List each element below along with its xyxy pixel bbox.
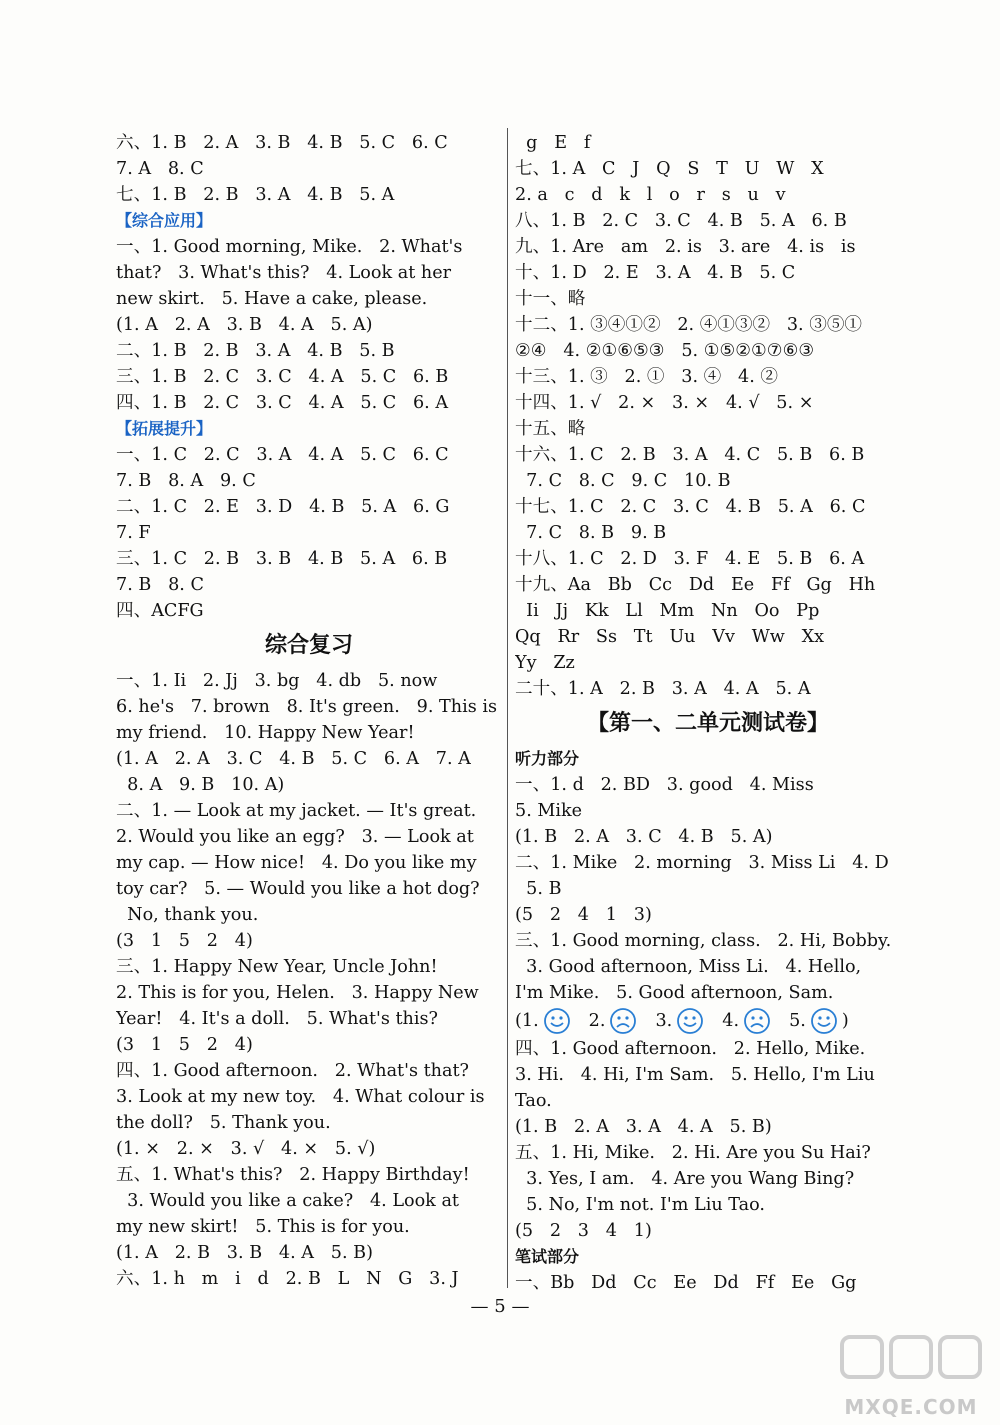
answer-line: 十一、略 [515, 289, 586, 309]
answer-line: ②④ 4. ②①⑥⑤③ 5. ①⑤②①⑦⑥③ [515, 341, 815, 361]
answer-line: my friend. 10. Happy New Year! [116, 723, 415, 743]
section-title-unit-test: 【第一、二单元测试卷】 [586, 711, 829, 736]
answer-line: 十五、略 [515, 419, 586, 439]
column-divider [507, 128, 508, 1288]
answer-line: 5. Mike [515, 801, 583, 821]
answer-line: 五、1. What's this? 2. Happy Birthday! [116, 1165, 470, 1185]
smiley-face-icon [676, 1007, 704, 1035]
answer-line: 九、1. Are am 2. is 3. are 4. is is [515, 237, 856, 257]
answer-line: Qq Rr Ss Tt Uu Vv Ww Xx [515, 627, 825, 647]
answer-line: 四、1. B 2. C 3. C 4. A 5. C 6. A [116, 393, 449, 413]
tag-extension-improvement: 【拓展提升】 [116, 419, 213, 438]
answer-line: I'm Mike. 5. Good afternoon, Sam. [515, 983, 834, 1003]
answer-line: 十七、1. C 2. C 3. C 4. B 5. A 6. C [515, 497, 866, 517]
answer-line: 7. B 8. A 9. C [116, 471, 256, 491]
listening-heading: 听力部分 [515, 749, 580, 768]
answer-line: 三、1. Happy New Year, Uncle John! [116, 957, 438, 977]
watermark-text: MXQE.COM [844, 1395, 978, 1419]
answer-line: 7. A 8. C [116, 159, 204, 179]
answer-line: 2. Would you like an egg? 3. — Look at [116, 827, 474, 847]
answer-line: 十二、1. ③④①② 2. ④①③② 3. ③⑤① [515, 315, 863, 335]
answer-line: 2. This is for you, Helen. 3. Happy New [116, 983, 479, 1003]
answer-line: 四、1. Good afternoon. 2. What's that? [116, 1061, 469, 1081]
faces-answer-row [515, 1006, 901, 1036]
left-column [116, 130, 502, 1292]
answer-line: 十三、1. ③ 2. ① 3. ④ 4. ② [515, 367, 779, 387]
answer-line: 三、1. Good morning, class. 2. Hi, Bobby. [515, 931, 892, 951]
answer-line: 三、1. B 2. C 3. C 4. A 5. C 6. B [116, 367, 449, 387]
answer-line: the doll? 5. Thank you. [116, 1113, 331, 1133]
answer-line: (5 2 3 4 1) [515, 1221, 652, 1241]
answer-line: No, thank you. [116, 905, 259, 925]
answer-line: 3. Good afternoon, Miss Li. 4. Hello, [515, 957, 862, 977]
answer-line: 一、Bb Dd Cc Ee Dd Ff Ee Gg [515, 1273, 857, 1293]
tag-comprehensive-application: 【综合应用】 [116, 211, 213, 230]
answer-line: 3. Hi. 4. Hi, I'm Sam. 5. Hello, I'm Liu [515, 1065, 875, 1085]
face-label: 4. [722, 1011, 740, 1031]
answer-line: 3. Yes, I am. 4. Are you Wang Bing? [515, 1169, 855, 1189]
answer-line: 七、1. B 2. B 3. A 4. B 5. A [116, 185, 395, 205]
sad-face-icon [609, 1007, 637, 1035]
answer-line: Year! 4. It's a doll. 5. What's this? [116, 1009, 438, 1029]
face-label: 2. [588, 1011, 606, 1031]
answer-line: 3. Look at my new toy. 4. What colour is [116, 1087, 485, 1107]
answer-line: 十九、Aa Bb Cc Dd Ee Ff Gg Hh [515, 575, 876, 595]
answer-line: 十六、1. C 2. B 3. A 4. C 5. B 6. B [515, 445, 865, 465]
answer-line: 5. No, I'm not. I'm Liu Tao. [515, 1195, 766, 1215]
answer-line: Tao. [515, 1091, 552, 1111]
answer-line: 八、1. B 2. C 3. C 4. B 5. A 6. B [515, 211, 847, 231]
answer-line: 二、1. — Look at my jacket. — It's great. [116, 801, 477, 821]
answer-line: 7. C 8. B 9. B [515, 523, 667, 543]
answer-line: 六、1. h m i d 2. B L N G 3. J [116, 1269, 459, 1289]
answer-line: that? 3. What's this? 4. Look at her [116, 263, 452, 283]
right-column [515, 130, 901, 1296]
faces-list [522, 1007, 842, 1035]
answer-line: Yy Zz [515, 653, 575, 673]
smiley-face-icon [810, 1007, 838, 1035]
faces-close-paren: ) [841, 1011, 849, 1031]
face-label: 1. [521, 1011, 539, 1031]
answer-line: 四、ACFG [116, 601, 204, 621]
answer-line: 四、1. Good afternoon. 2. Hello, Mike. [515, 1039, 866, 1059]
answer-line: my new skirt! 5. This is for you. [116, 1217, 410, 1237]
answer-line: (3 1 5 2 4) [116, 931, 253, 951]
answer-line: 二、1. C 2. E 3. D 4. B 5. A 6. G [116, 497, 450, 517]
answer-line: 一、1. d 2. BD 3. good 4. Miss [515, 775, 814, 795]
answer-line: toy car? 5. — Would you like a hot dog? [116, 879, 480, 899]
answer-line: 6. he's 7. brown 8. It's green. 9. This is [116, 697, 497, 717]
answer-line: 二十、1. A 2. B 3. A 4. A 5. A [515, 679, 811, 699]
written-heading: 笔试部分 [515, 1247, 580, 1266]
answer-line: 8. A 9. B 10. A) [116, 775, 285, 795]
answer-line: 一、1. Good morning, Mike. 2. What's [116, 237, 463, 257]
answer-line: (3 1 5 2 4) [116, 1035, 253, 1055]
answer-line: (1. B 2. A 3. A 4. A 5. B) [515, 1117, 772, 1137]
answer-line: 2. a c d k l o r s u v [515, 185, 786, 205]
answer-line: 二、1. Mike 2. morning 3. Miss Li 4. D [515, 853, 889, 873]
answer-line: 三、1. C 2. B 3. B 4. B 5. A 6. B [116, 549, 448, 569]
answer-line: (1. A 2. A 3. B 4. A 5. A) [116, 315, 373, 335]
answer-line: g E f [515, 133, 591, 153]
answer-line: 5. B [515, 879, 562, 899]
answer-line: 3. Would you like a cake? 4. Look at [116, 1191, 460, 1211]
answer-line: 一、1. C 2. C 3. A 4. A 5. C 6. C [116, 445, 449, 465]
answer-line: (1. A 2. B 3. B 4. A 5. B) [116, 1243, 373, 1263]
face-label: 5. [789, 1011, 806, 1031]
faces-open-paren: ( [515, 1011, 522, 1031]
smiley-face-icon [543, 1007, 571, 1035]
answer-line: new skirt. 5. Have a cake, please. [116, 289, 428, 309]
answer-line: 7. C 8. C 9. C 10. B [515, 471, 731, 491]
answer-line: 7. F [116, 523, 151, 543]
answer-line: (1. B 2. A 3. C 4. B 5. A) [515, 827, 773, 847]
answer-line: 十四、1. √ 2. × 3. × 4. √ 5. × [515, 393, 814, 413]
page-number: — 5 — [470, 1296, 530, 1317]
answer-line: (1. × 2. × 3. √ 4. × 5. √) [116, 1139, 376, 1159]
answer-line: my cap. — How nice! 4. Do you like my [116, 853, 477, 873]
sad-face-icon [743, 1007, 771, 1035]
answer-line: 七、1. A C J Q S T U W X [515, 159, 824, 179]
answer-line: (5 2 4 1 3) [515, 905, 652, 925]
answer-line: 十、1. D 2. E 3. A 4. B 5. C [515, 263, 796, 283]
watermark [836, 1319, 986, 1419]
section-title-comprehensive-review: 综合复习 [264, 633, 353, 658]
face-label: 3. [655, 1011, 673, 1031]
answer-line: 五、1. Hi, Mike. 2. Hi. Are you Su Hai? [515, 1143, 871, 1163]
watermark-logo-icon [836, 1319, 986, 1399]
answer-line: 一、1. Ii 2. Jj 3. bg 4. db 5. now [116, 671, 438, 691]
answer-line: 二、1. B 2. B 3. A 4. B 5. B [116, 341, 395, 361]
answer-line: (1. A 2. A 3. C 4. B 5. C 6. A 7. A [116, 749, 471, 769]
answer-line: 7. B 8. C [116, 575, 204, 595]
answer-line: 十八、1. C 2. D 3. F 4. E 5. B 6. A [515, 549, 865, 569]
answer-line: Ii Jj Kk Ll Mm Nn Oo Pp [515, 601, 820, 621]
answer-line: 六、1. B 2. A 3. B 4. B 5. C 6. C [116, 133, 448, 153]
